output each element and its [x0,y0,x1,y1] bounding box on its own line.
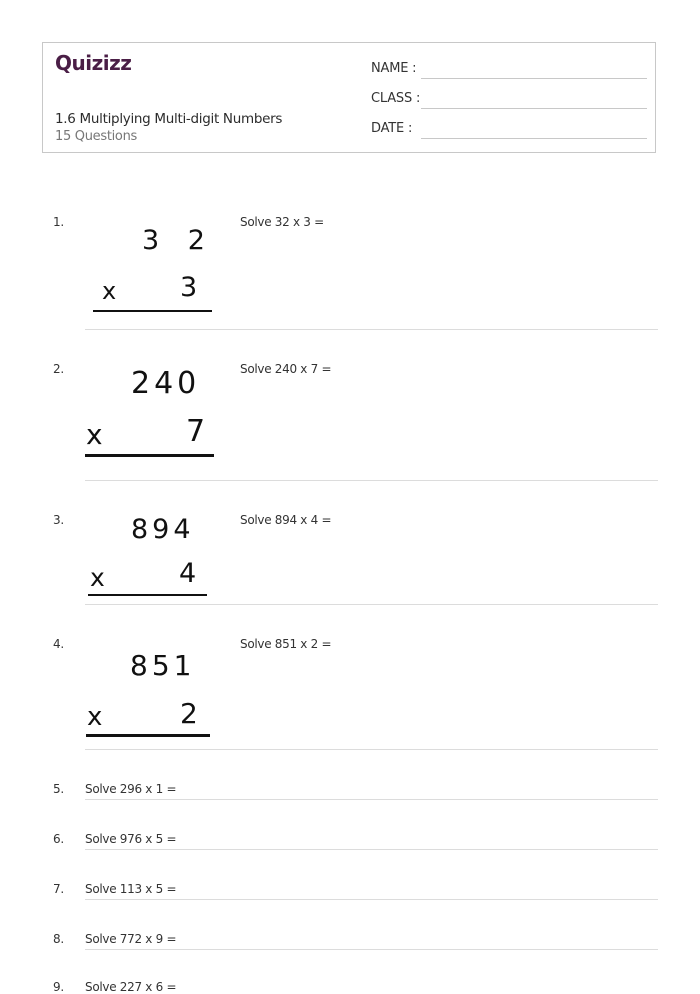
question-number: 6. [53,832,64,846]
multiplicand: 894 [131,514,195,545]
date-label: DATE : [371,121,413,136]
question-text: Solve 851 x 2 = [240,637,332,651]
answer-line [85,454,214,457]
question-text: Solve 772 x 9 = [85,932,177,946]
multiplicand: 3 2 [142,225,215,256]
multiplicand: 240 [131,366,201,401]
question-number: 5. [53,782,64,796]
name-line [421,78,647,79]
question-count: 15 Questions [55,129,137,144]
answer-line [88,594,207,596]
question-separator [85,604,658,605]
answer-line [85,849,658,850]
question-number: 7. [53,882,64,896]
answer-line [93,310,212,312]
date-field [371,121,647,139]
question-number: 4. [53,637,64,651]
question-number: 9. [53,980,64,994]
question-text: Solve 894 x 4 = [240,513,332,527]
worksheet-header [42,42,656,153]
question-number: 8. [53,932,64,946]
multiply-sign: x [87,702,107,732]
question-separator [85,329,658,330]
class-field [371,91,647,109]
question-separator [85,749,658,750]
quizizz-logo: Quizizz [55,51,132,75]
question-number: 1. [53,215,64,229]
answer-line [85,799,658,800]
class-line [421,108,647,109]
multiplier: 3 [180,272,202,303]
multiplicand: 851 [130,649,196,682]
question-number: 2. [53,362,64,376]
question-text: Solve 227 x 6 = [85,980,177,994]
worksheet-title: 1.6 Multiplying Multi-digit Numbers [55,111,283,127]
date-line [421,138,647,139]
multiplier: 2 [180,697,202,730]
question-separator [85,480,658,481]
question-text: Solve 32 x 3 = [240,215,324,229]
multiplier: 4 [179,558,201,589]
question-number: 3. [53,513,64,527]
name-field [371,61,647,79]
name-label: NAME : [371,61,417,76]
question-text: Solve 976 x 5 = [85,832,177,846]
question-text: Solve 296 x 1 = [85,782,177,796]
answer-line [85,899,658,900]
multiply-sign: x [90,563,109,592]
multiplier: 7 [186,414,210,449]
multiply-sign: x [86,418,107,451]
multiply-sign: x [102,277,121,305]
question-text: Solve 240 x 7 = [240,362,332,376]
answer-line [86,734,210,737]
question-text: Solve 113 x 5 = [85,882,177,896]
answer-line [85,949,658,950]
class-label: CLASS : [371,91,421,106]
